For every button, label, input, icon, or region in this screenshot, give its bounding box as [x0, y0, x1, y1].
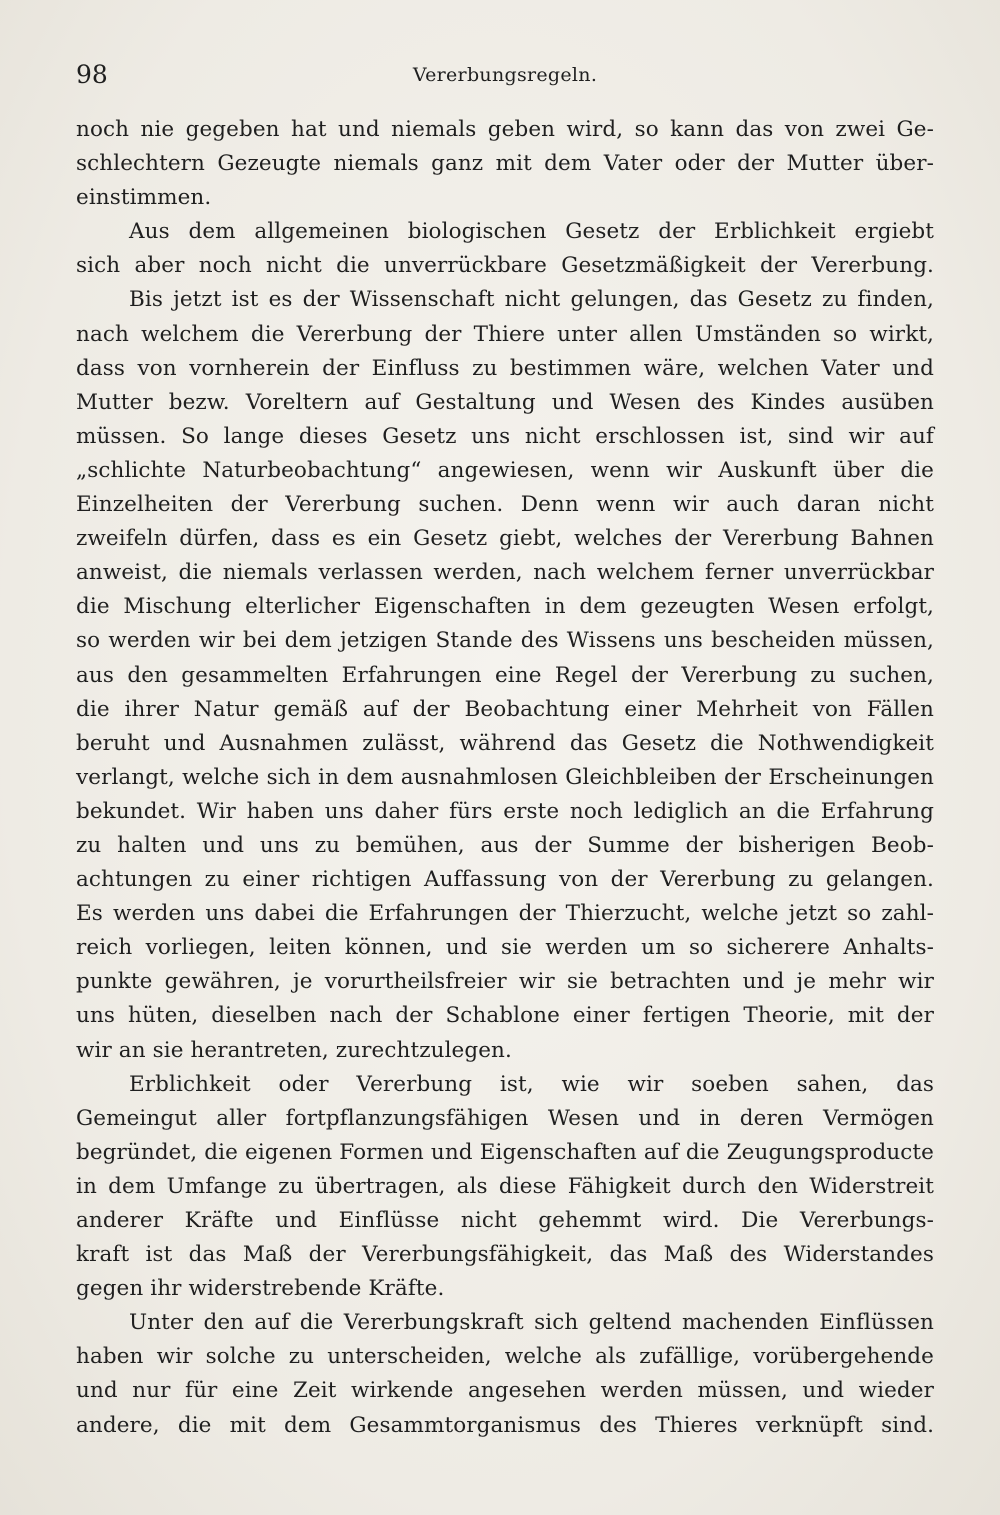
text-line: Mutter bezw. Voreltern auf Gestaltung und Wesen des Kindes ausüben: [76, 389, 934, 415]
text-line: andere, die mit dem Gesammtorganismus des Thieres verknüpft sind.: [76, 1412, 934, 1438]
text-line: sich aber noch nicht die unverrückbare Gesetzmäßigkeit der Vererbung.: [76, 253, 934, 279]
text-line: reich vorliegen, leiten können, und sie werden um so sicherere Anhalts-: [76, 935, 934, 961]
text-line: Bis jetzt ist es der Wissenschaft nicht gelungen, das Gesetz zu finden,: [129, 287, 934, 313]
text-line: achtungen zu einer richtigen Auffassung von der Vererbung zu gelangen.: [76, 867, 934, 893]
paragraph-5: [76, 1306, 934, 1442]
text-line: dass von vornherein der Einfluss zu bestimmen wäre, welchen Vater und: [76, 355, 934, 381]
text-line: nach welchem die Vererbung der Thiere unter allen Umständen so wirkt,: [76, 321, 934, 347]
text-line: Erblichkeit oder Vererbung ist, wie wir soeben sahen, das: [129, 1071, 934, 1097]
text-line: Einzelheiten der Vererbung suchen. Denn wenn wir auch daran nicht: [76, 492, 934, 518]
text-line: beruht und Ausnahmen zulässt, während das Gesetz die Nothwendigkeit: [76, 730, 934, 756]
text-line: in dem Umfange zu übertragen, als diese Fähigkeit durch den Widerstreit: [76, 1173, 934, 1199]
text-line: und nur für eine Zeit wirkende angesehen werden müssen, und wieder: [76, 1378, 934, 1404]
text-line: Unter den auf die Vererbungskraft sich geltend machenden Einflüssen: [129, 1310, 934, 1336]
running-head: Vererbungsregeln.: [412, 64, 598, 86]
text-line: die Mischung elterlicher Eigenschaften in dem gezeugten Wesen erfolgt,: [76, 594, 934, 620]
text-line: so werden wir bei dem jetzigen Stande des Wissens uns bescheiden müssen,: [76, 628, 934, 654]
text-line: anweist, die niemals verlassen werden, nach welchem ferner unverrückbar: [76, 560, 934, 586]
text-line: haben wir solche zu unterscheiden, welche als zufällige, vorübergehende: [76, 1344, 934, 1370]
text-line: zweifeln dürfen, dass es ein Gesetz giebt, welches der Vererbung Bahnen: [76, 526, 934, 552]
text-line: anderer Kräfte und Einflüsse nicht gehemmt wird. Die Vererbungs-: [76, 1208, 934, 1233]
text-line: müssen. So lange dieses Gesetz uns nicht erschlossen ist, sind wir auf: [76, 423, 934, 449]
text-line: einstimmen.: [76, 185, 212, 211]
paragraph-4: [76, 1068, 934, 1307]
text-line: kraft ist das Maß der Vererbungsfähigkeit, das Maß des Widerstandes: [76, 1242, 934, 1268]
text-line: zu halten und uns zu bemühen, aus der Summe der bisherigen Beob-: [76, 832, 934, 858]
body-text: [76, 113, 934, 1443]
text-line: verlangt, welche sich in dem ausnahmlosen Gleichbleiben der Erscheinungen: [76, 764, 934, 790]
text-line: noch nie gegeben hat und niemals geben wird, so kann das von zwei Ge-: [76, 117, 934, 142]
page-header: [76, 60, 934, 90]
text-line: schlechtern Gezeugte niemals ganz mit dem Vater oder der Mutter über-: [76, 151, 934, 177]
paragraph-3: [76, 283, 934, 1067]
text-line: begründet, die eigenen Formen und Eigenschaften auf die Zeugungsproducte: [76, 1139, 934, 1165]
text-line: uns hüten, dieselben nach der Schablone einer fertigen Theorie, mit der: [76, 1003, 934, 1029]
text-line: Es werden uns dabei die Erfahrungen der Thierzucht, welche jetzt so zahl-: [76, 901, 934, 927]
text-line: punkte gewähren, je vorurtheilsfreier wir sie betrachten und je mehr wir: [76, 969, 934, 995]
text-line: Gemeingut aller fortpflanzungsfähigen Wesen und in deren Vermögen: [76, 1105, 934, 1131]
text-line: bekundet. Wir haben uns daher fürs erste noch lediglich an die Erfahrung: [76, 798, 934, 824]
paragraph-2: [76, 215, 934, 283]
text-line: die ihrer Natur gemäß auf der Beobachtung einer Mehrheit von Fällen: [76, 696, 934, 722]
text-line: „schlichte Naturbeobachtung“ angewiesen, wenn wir Auskunft über die: [76, 457, 934, 483]
page-number: 98: [76, 60, 108, 89]
paragraph-1: [76, 113, 934, 215]
text-line: Aus dem allgemeinen biologischen Gesetz der Erblichkeit ergiebt: [129, 219, 934, 245]
text-line: aus den gesammelten Erfahrungen eine Regel der Vererbung zu suchen,: [76, 662, 934, 688]
text-line: gegen ihr widerstrebende Kräfte.: [76, 1276, 445, 1302]
text-line: wir an sie herantreten, zurechtzulegen.: [76, 1037, 512, 1063]
